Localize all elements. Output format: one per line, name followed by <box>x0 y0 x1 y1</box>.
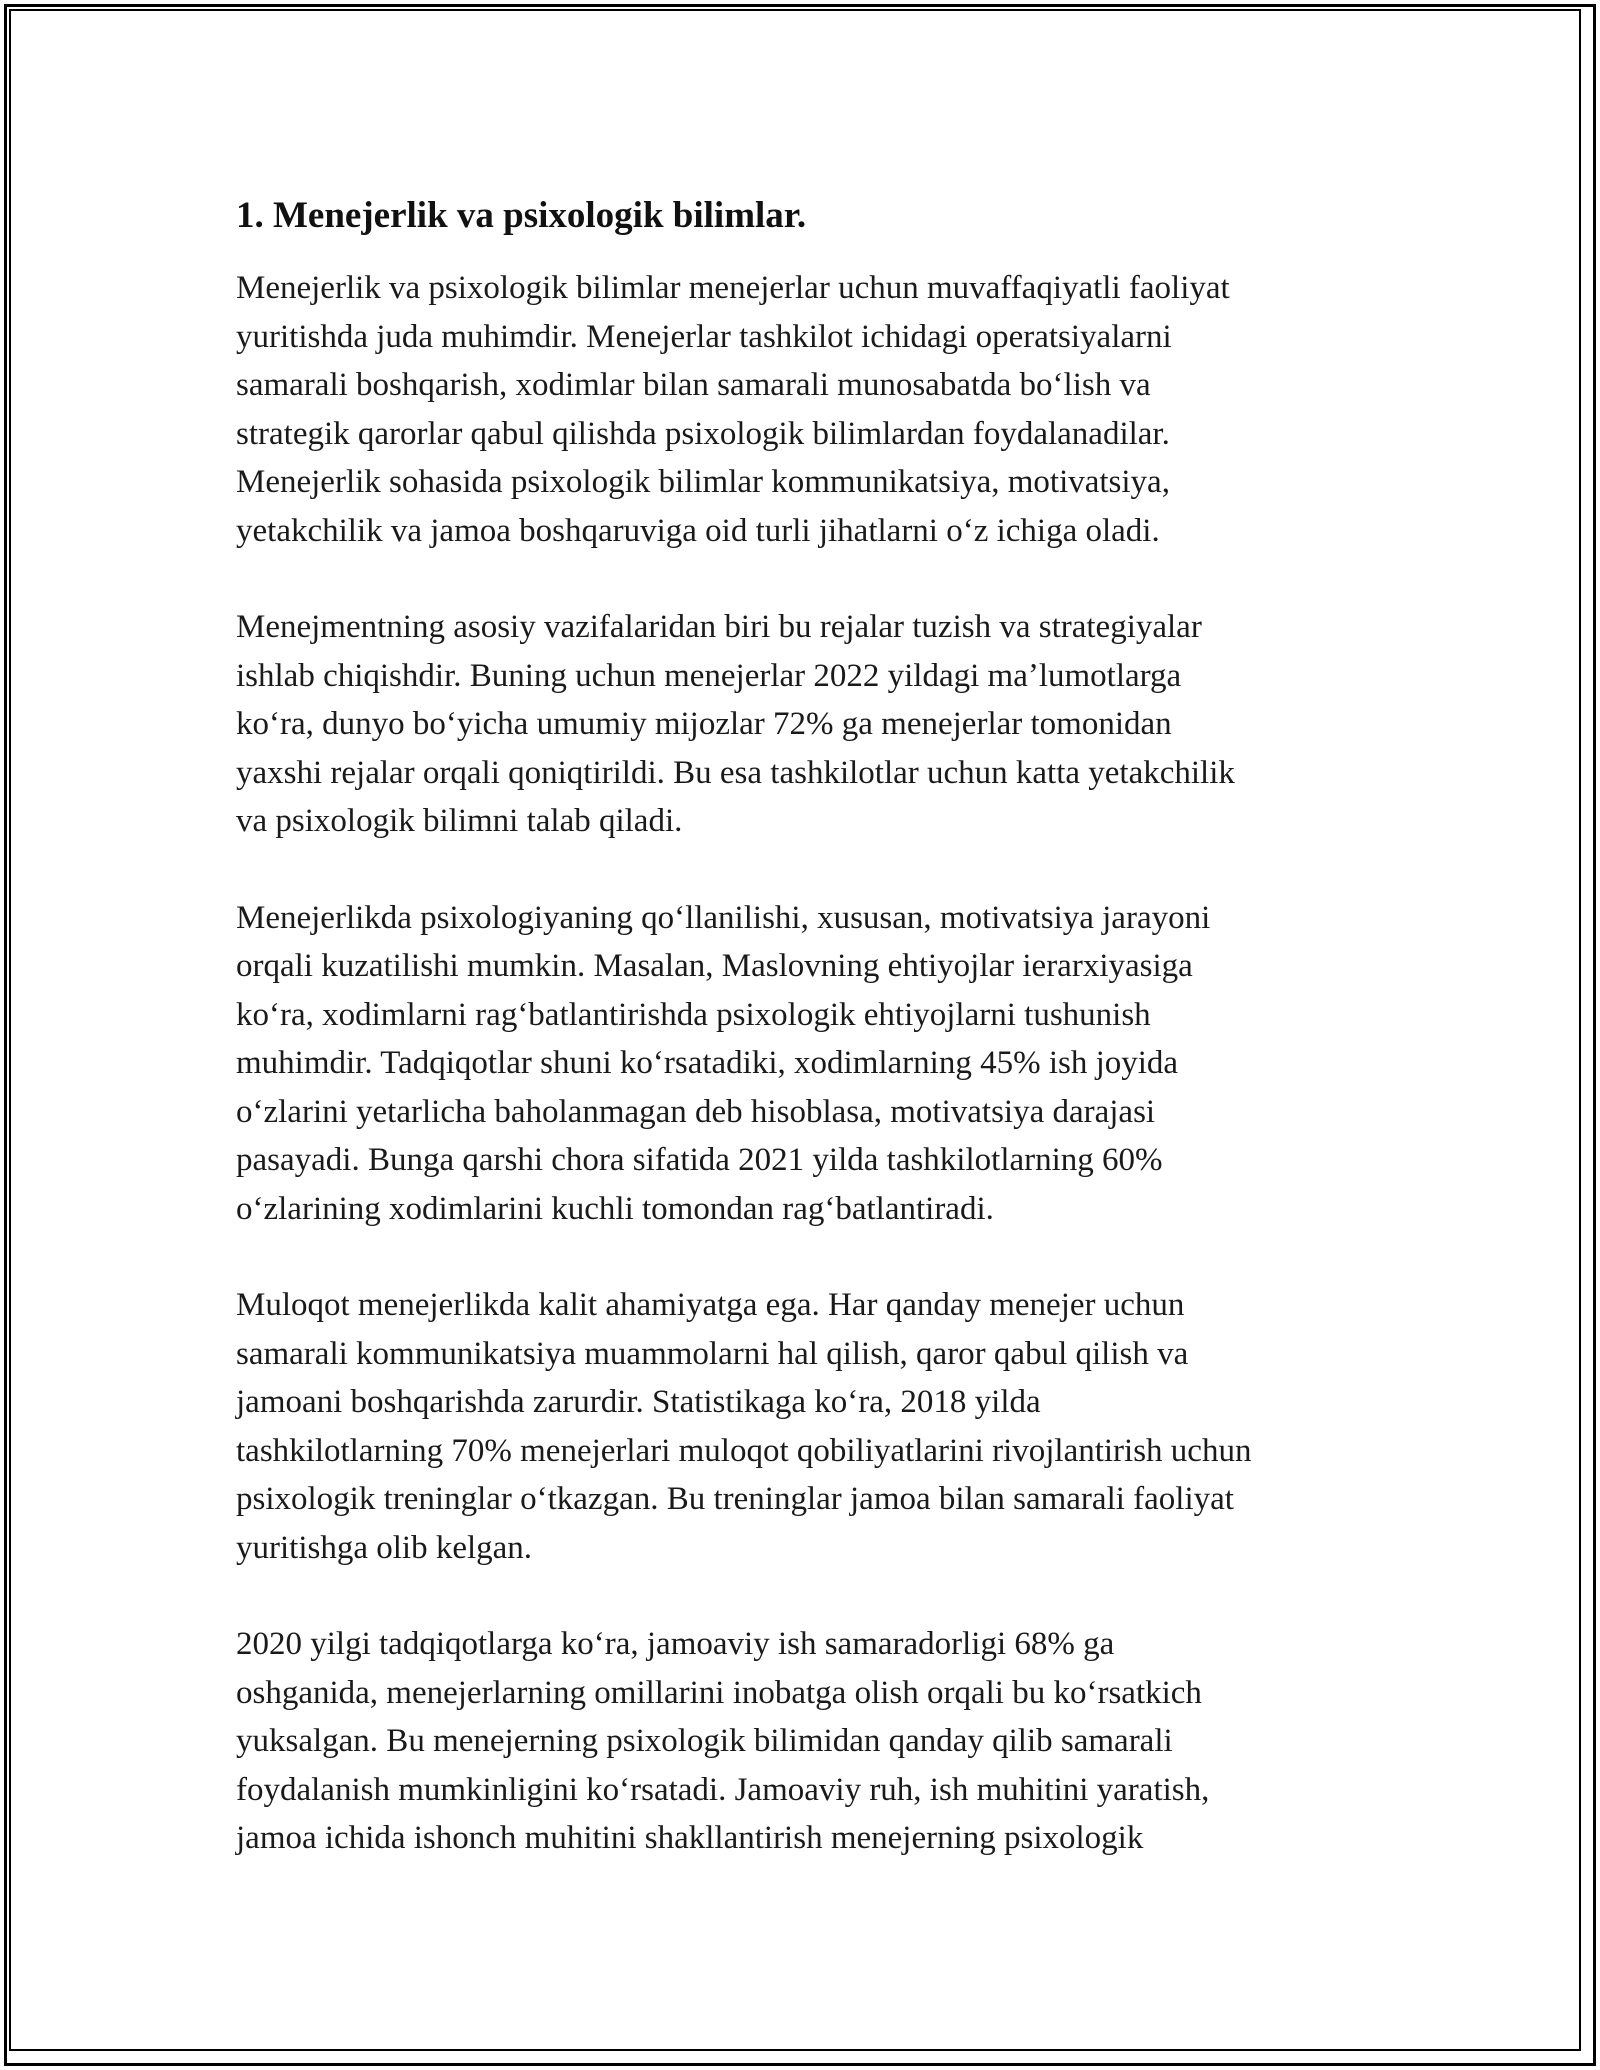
paragraph <box>236 1620 1376 1863</box>
text-line: koʻra, xodimlarni ragʻbatlantirishda psixologik ehtiyojlarni tushunish <box>236 996 1151 1033</box>
text-line: Menejerlik va psixologik bilimlar menejerlar uchun muvaffaqiyatli faoliyat <box>236 270 1230 306</box>
text-line: yuksalgan. Bu menejerning psixologik bilimidan qanday qilib samarali <box>236 1723 1173 1759</box>
text-line: yaxshi rejalar orqali qoniqtirildi. Bu esa tashkilotlar uchun katta yetakchilik <box>236 754 1235 791</box>
text-line: yuritishga olib kelgan. <box>236 1529 533 1566</box>
text-line: va psixologik bilimni talab qiladi. <box>236 803 683 839</box>
text-line: Menejmentning asosiy vazifalaridan biri bu rejalar tuzish va strategiyalar <box>236 609 1202 645</box>
text-line: koʻra, dunyo boʻyicha umumiy mijozlar 72% ga menejerlar tomonidan <box>236 706 1172 742</box>
paragraph <box>236 1281 1376 1572</box>
text-line: yuritishda juda muhimdir. Menejerlar tashkilot ichidagi operatsiyalarni <box>236 318 1172 355</box>
text-line: Menejerlik sohasida psixologik bilimlar kommunikatsiya, motivatsiya, <box>236 464 1170 500</box>
text-line: foydalanish mumkinligini koʻrsatadi. Jamoaviy ruh, ish muhitini yaratish, <box>236 1771 1210 1808</box>
text-line: oʻzlarining xodimlarini kuchli tomondan ragʻbatlantiradi. <box>236 1190 994 1227</box>
text-line: psixologik treninglar oʻtkazgan. Bu treninglar jamoa bilan samarali faoliyat <box>236 1481 1234 1517</box>
text-line: Muloqot menejerlikda kalit ahamiyatga ega. Har qanday menejer uchun <box>236 1287 1185 1323</box>
text-line: samarali kommunikatsiya muammolarni hal qilish, qaror qabul qilish va <box>236 1335 1189 1372</box>
text-line: oʻzlarini yetarlicha baholanmagan deb hisoblasa, motivatsiya darajasi <box>236 1093 1156 1130</box>
section-heading: 1. Menejerlik va psixologik bilimlar. <box>236 195 807 236</box>
text-line: oshganida, menejerlarning omillarini inobatga olish orqali bu koʻrsatkich <box>236 1674 1202 1711</box>
text-line: pasayadi. Bunga qarshi chora sifatida 2021 yilda tashkilotlarning 60% <box>236 1142 1163 1178</box>
document-body <box>236 188 1376 1911</box>
text-line: tashkilotlarning 70% menejerlari muloqot qobiliyatlarini rivojlantirish uchun <box>236 1432 1252 1469</box>
paragraph <box>236 603 1376 846</box>
paragraph <box>236 264 1376 555</box>
text-line: 2020 yilgi tadqiqotlarga koʻra, jamoaviy ish samaradorligi 68% ga <box>236 1626 1115 1662</box>
text-line: samarali boshqarish, xodimlar bilan samarali munosabatda boʻlish va <box>236 367 1151 403</box>
text-line: orqali kuzatilishi mumkin. Masalan, Maslovning ehtiyojlar ierarxiyasiga <box>236 948 1193 984</box>
text-line: yetakchilik va jamoa boshqaruviga oid turli jihatlarni oʻz ichiga oladi. <box>236 512 1160 549</box>
text-line: Menejerlikda psixologiyaning qoʻllanilishi, xususan, motivatsiya jarayoni <box>236 899 1211 936</box>
text-line: jamoani boshqarishda zarurdir. Statistikaga koʻra, 2018 yilda <box>236 1384 1041 1420</box>
text-line: muhimdir. Tadqiqotlar shuni koʻrsatadiki, xodimlarning 45% ish joyida <box>236 1045 1179 1081</box>
text-line: strategik qarorlar qabul qilishda psixologik bilimlardan foydalanadilar. <box>236 415 1170 452</box>
text-line: ishlab chiqishdir. Buning uchun menejerlar 2022 yildagi maʼlumotlarga <box>236 657 1182 694</box>
paragraph <box>236 894 1376 1234</box>
text-line: jamoa ichida ishonch muhitini shakllantirish menejerning psixologik <box>236 1820 1144 1856</box>
